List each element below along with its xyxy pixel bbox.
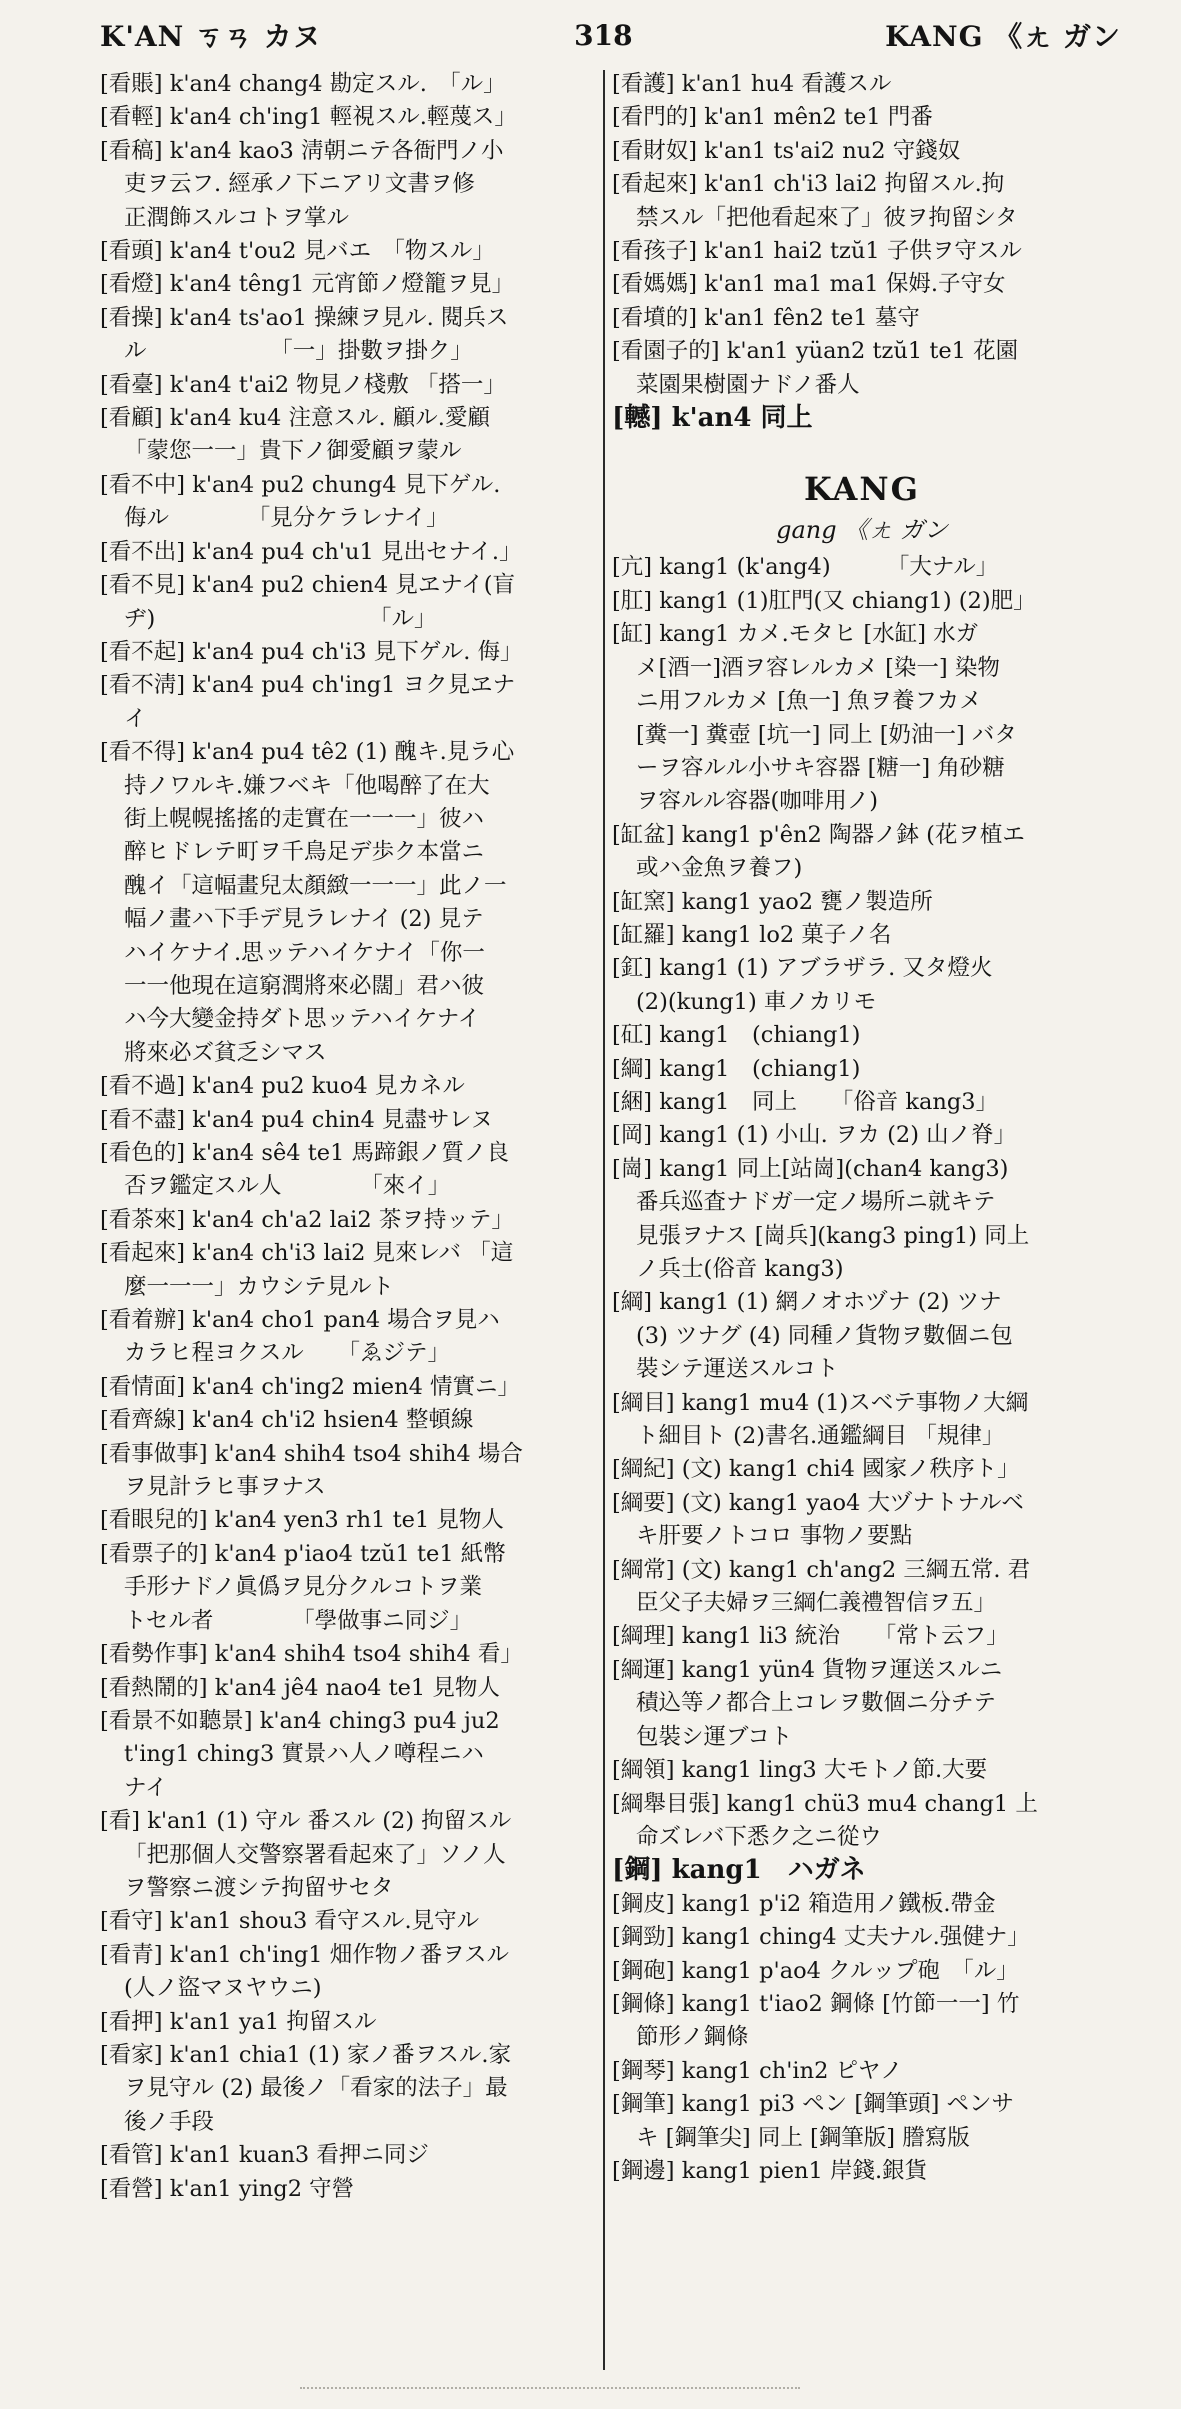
dictionary-entry-continuation: 街上幌幌搖搖的走實在一一一」彼ハ [124, 805, 485, 832]
page-number: 318 [574, 18, 633, 52]
dictionary-entry-line: [看營] k'an1 ying2 守營 [100, 2175, 355, 2202]
dictionary-entry-line: [綱領] kang1 ling3 大モトノ節.大要 [612, 1757, 988, 1784]
dictionary-entry-continuation: トセル者 「學做事ニ同ジ」 [124, 1607, 473, 1634]
dictionary-entry-line: [鋼琴] kang1 ch'in2 ピヤノ [612, 2057, 903, 2084]
dictionary-entry-continuation: ハ今大變金持ダト思ッテハイケナイ [124, 1006, 481, 1033]
left-column [100, 68, 598, 2369]
dictionary-entry-continuation: 番兵巡査ナドガ一定ノ場所ニ就キテ [636, 1189, 996, 1216]
dictionary-entry-continuation: 醉ヒドレテ町ヲ千鳥足デ歩ク本當ニ [124, 839, 485, 866]
dictionary-entry-continuation: ヲ見計ラヒ事ヲナス [124, 1474, 326, 1501]
column-divider [603, 70, 605, 2370]
dictionary-entry-line: [綱運] kang1 yün4 貨物ヲ運送スルニ [612, 1656, 1003, 1683]
dictionary-entry-line: [缸盆] kang1 p'ên2 陶器ノ鉢 (花ヲ植エ [612, 821, 1025, 848]
dictionary-entry-line: [看眼兒的] k'an4 yen3 rh1 te1 見物人 [100, 1507, 504, 1534]
dictionary-entry-line: [看不出] k'an4 pu4 ch'u1 見出セナイ.」 [100, 538, 522, 565]
dictionary-entry-line: [鋼邊] kang1 pien1 岸錢.銀貨 [612, 2157, 928, 2184]
dictionary-entry-continuation: (2)(kung1) 車ノカリモ [636, 988, 877, 1015]
right-column [612, 68, 1112, 2369]
dictionary-entry-line: [看起來] k'an1 ch'i3 lai2 拘留スル.拘 [612, 171, 1005, 198]
dictionary-entry-continuation: ヲ見守ル (2) 最後ノ「看家的法子」最 [124, 2075, 508, 2102]
dictionary-entry-continuation: 菜園果樹園ナドノ番人 [636, 371, 860, 398]
dictionary-entry-continuation: 手形ナドノ眞僞ヲ見分クルコトヲ業 [124, 1574, 482, 1601]
section-title: KANG [804, 470, 920, 509]
dictionary-entry-continuation: 或ハ金魚ヲ養フ) [636, 855, 803, 882]
dictionary-entry-line: [看不淸] k'an4 pu4 ch'ing1 ヨク見ヱナ [100, 672, 516, 699]
dictionary-entry-continuation: 吏ヲ云フ. 經承ノ下ニアリ文書ヲ修 [124, 171, 475, 198]
dictionary-entry-line: [看不見] k'an4 pu2 chien4 見ヱナイ(盲 [100, 572, 516, 599]
dictionary-entry-continuation: ル 「一」掛數ヲ掛ク」 [124, 338, 473, 365]
dictionary-entry-line: [看不起] k'an4 pu4 ch'i3 見下ゲル. 侮」 [100, 638, 523, 665]
dictionary-entry-line: [看票子的] k'an4 p'iao4 tzŭ1 te1 紙幣 [100, 1540, 506, 1567]
right-column-bottom-entries [612, 551, 1112, 2188]
dictionary-entry-line: [看家] k'an1 chia1 (1) 家ノ番ヲスル.家 [100, 2041, 512, 2068]
dictionary-entry-line: [看色的] k'an4 sê4 te1 馬蹄銀ノ質ノ良 [100, 1140, 510, 1166]
dictionary-entry-continuation: 裝シテ運送スルコト [636, 1356, 839, 1383]
header-right-keyword: KANG 《ㄤ ガン [885, 20, 1121, 53]
dictionary-entry-continuation: 禁スル「把他看起來了」彼ヲ拘留シタ [636, 204, 1018, 231]
dictionary-entry-continuation: 麼一一一」カウシテ見ルト [124, 1273, 395, 1300]
dictionary-entry-continuation: 將來必ズ貧乏シマス [124, 1039, 327, 1066]
dictionary-entry-continuation: (3) ツナグ (4) 同種ノ貨物ヲ數個ニ包 [636, 1322, 1013, 1349]
dictionary-entry-line: [岡] kang1 (1) 小山. ヲカ (2) 山ノ脊」 [612, 1122, 1017, 1149]
page-header [100, 10, 1121, 60]
dictionary-entry-line: [看頭] k'an4 t'ou2 見バエ 「物スル」 [100, 238, 495, 265]
dictionary-entry-line: [看勢作事] k'an4 shih4 tso4 shih4 看」 [100, 1641, 523, 1668]
dictionary-entry-continuation: ニ用フルカメ [魚一] 魚ヲ養フカメ [636, 688, 982, 715]
dictionary-entry-line: [看門的] k'an1 mên2 te1 門番 [612, 104, 933, 131]
dictionary-entry-continuation: 「把那個人交警察署看起來了」ソノ人 [124, 1841, 506, 1868]
dictionary-entry-continuation: 幅ノ畫ハ下手デ見ラレナイ (2) 見テ [124, 906, 484, 933]
dictionary-entry-continuation: ノ兵士(俗音 kang3) [636, 1256, 844, 1282]
dictionary-entry-line: [看輕] k'an4 ch'ing1 輕視スル.輕蔑ス」 [100, 104, 517, 131]
dictionary-entry-line: [看媽媽] k'an1 ma1 ma1 保姆.子守女 [612, 271, 1006, 298]
dictionary-entry-line: [看護] k'an1 hu4 看護スル [612, 71, 892, 97]
dictionary-entry-continuation: 侮ル 「見分ケラレナイ」 [124, 505, 449, 532]
dictionary-entry-continuation: 後ノ手段 [124, 2108, 215, 2135]
dictionary-entry-continuation: 見張ヲナス [崗兵](kang3 ping1) 同上 [636, 1222, 1030, 1249]
dictionary-entry-line: [鋼] kang1 ハガネ [612, 1855, 866, 1886]
dictionary-entry-line: [看情面] k'an4 ch'ing2 mien4 情實ニ」 [100, 1373, 521, 1400]
scan-artifact [300, 2387, 800, 2391]
dictionary-entry-continuation: ナイ [124, 1774, 168, 1801]
dictionary-entry-line: [看青] k'an1 ch'ing1 畑作物ノ番ヲスル [100, 1941, 510, 1968]
dictionary-entry-continuation: 包裝シ運ブコト [636, 1723, 793, 1750]
dictionary-entry-continuation: 「蒙您一一」貴下ノ御愛顧ヲ蒙ル [124, 438, 462, 465]
dictionary-entry-continuation: 積込等ノ都合上コレヲ數個ニ分チテ [636, 1690, 997, 1717]
dictionary-entry-continuation: 臣父子夫婦ヲ三綱仁義禮智信ヲ五」 [636, 1590, 997, 1617]
dictionary-entry-continuation: 正潤飾スルコトヲ掌ル [124, 204, 350, 231]
dictionary-entry-continuation: 命ズレバ下悉ク之ニ從ウ [636, 1823, 882, 1850]
dictionary-entry-line: [鋼條] kang1 t'iao2 鋼條 [竹節一一] 竹 [612, 1990, 1020, 2017]
dictionary-entry-continuation: ヲ容ルル容器(咖啡用ノ) [636, 788, 878, 815]
dictionary-entry-line: [看不得] k'an4 pu4 tê2 (1) 醜キ.見ラ心 [100, 739, 515, 766]
dictionary-entry-line: [看] k'an1 (1) 守ル 番スル (2) 拘留スル [100, 1808, 512, 1835]
dictionary-entry-line: [鋼筆] kang1 pi3 ペン [鋼筆頭] ペンサ [612, 2091, 1015, 2118]
dictionary-entry-line: [肛] kang1 (1)肛門(又 chiang1) (2)肥」 [612, 587, 1036, 614]
dictionary-entry-continuation: イ [124, 705, 147, 732]
dictionary-entry-continuation: ヲ警察ニ渡シテ拘留サセタ [124, 1874, 394, 1901]
dictionary-entry-continuation: t'ing1 ching3 實景ハ人ノ噂程ニハ [124, 1741, 484, 1768]
dictionary-entry-line: [釭] kang1 (1) アブラザラ. 又タ燈火 [612, 955, 993, 982]
dictionary-entry-continuation: 一一他現在這窮潤將來必闊」君ハ彼 [124, 972, 485, 999]
dictionary-entry-line: [看臺] k'an4 t'ai2 物見ノ棧敷 「搭一」 [100, 371, 506, 398]
dictionary-entry-line: [看顧] k'an4 ku4 注意スル. 顧ル.愛顧 [100, 405, 490, 432]
dictionary-entry-line: [看押] k'an1 ya1 拘留スル [100, 2008, 377, 2035]
dictionary-entry-continuation: ヂ) 「ル」 [124, 605, 437, 632]
dictionary-entry-continuation: カラヒ程ヨクスル 「ゑジテ」 [124, 1340, 451, 1367]
dictionary-entry-line: [綱舉目張] kang1 chü3 mu4 chang1 上 [612, 1790, 1038, 1817]
dictionary-entry-line: [綑] kang1 同上 「俗音 kang3」 [612, 1088, 999, 1115]
dictionary-entry-line: [看稿] k'an4 kao3 淸朝ニテ各衙門ノ小 [100, 137, 504, 164]
dictionary-entry-line: [看不過] k'an4 pu2 kuo4 見カネル [100, 1073, 465, 1100]
dictionary-entry-line: [崗] kang1 同上[站崗](chan4 kang3) [612, 1155, 1009, 1182]
dictionary-entry-continuation: 持ノワルキ.嫌フベキ「他喝醉了在大 [124, 772, 490, 799]
dictionary-entry-continuation: キ [鋼筆尖] 同上 [鋼筆版] 謄寫版 [636, 2124, 970, 2151]
dictionary-entry-continuation: [糞一] 糞壺 [坑一] 同上 [奶油一] バタ [636, 721, 1017, 748]
dictionary-entry-line: [綱要] (文) kang1 yao4 大ヅナトナルベ [612, 1489, 1024, 1516]
dictionary-entry-line: [綱] kang1 (chiang1) [612, 1055, 861, 1082]
dictionary-entry-line: [缸] kang1 カメ.モタヒ [水缸] 水ガ [612, 621, 979, 648]
dictionary-entry-continuation: 節形ノ鋼條 [636, 2024, 749, 2051]
dictionary-entry-line: [矼] kang1 (chiang1) [612, 1022, 861, 1049]
dictionary-entry-line: [看茶來] k'an4 ch'a2 lai2 茶ヲ持ッテ」 [100, 1206, 514, 1233]
header-left-keyword: K'AN ㄎㄢ カヌ [100, 20, 322, 53]
dictionary-entry-line: [看孩子] k'an1 hai2 tzŭ1 子供ヲ守スル [612, 238, 1022, 265]
dictionary-entry-continuation: ーヲ容ルル小サキ容器 [糖一] 角砂糖 [636, 754, 1005, 781]
dictionary-entry-line: [鋼皮] kang1 p'i2 箱造用ノ鐵板.帶金 [612, 1890, 996, 1917]
dictionary-entry-line: [綱] kang1 (1) 網ノオホヅナ (2) ツナ [612, 1289, 1002, 1316]
dictionary-entry-line: [看不盡] k'an4 pu4 chin4 見盡サレヌ [100, 1106, 494, 1133]
dictionary-entry-line: [鋼砲] kang1 p'ao4 クルップ砲 「ル」 [612, 1957, 1019, 1984]
dictionary-entry-continuation: キ肝要ノトコロ 事物ノ要點 [636, 1523, 913, 1550]
dictionary-entry-continuation: 否ヲ鑑定スル人 「來イ」 [124, 1173, 451, 1200]
dictionary-entry-line: [缸羅] kang1 lo2 菓子ノ名 [612, 921, 892, 948]
dictionary-entry-continuation: ハイケナイ.思ッテハイケナイ「你一 [124, 939, 485, 966]
dictionary-entry-line: [看財奴] k'an1 ts'ai2 nu2 守錢奴 [612, 137, 961, 164]
dictionary-entry-line: [綱目] kang1 mu4 (1)スベテ事物ノ大綱 [612, 1389, 1029, 1416]
dictionary-entry-line: [看起來] k'an4 ch'i3 lai2 見來レバ 「這 [100, 1240, 514, 1267]
dictionary-entry-line: [看景不如聽景] k'an4 ching3 pu4 ju2 [100, 1707, 500, 1734]
dictionary-entry-line: [看操] k'an4 ts'ao1 操練ヲ見ル. 閱兵ス [100, 304, 509, 331]
dictionary-entry-line: [轗] k'an4 同上 [612, 403, 813, 434]
dictionary-entry-line: [看事做事] k'an4 shih4 tso4 shih4 場合 [100, 1440, 523, 1467]
dictionary-entry-continuation: ト細目ト (2)書名.通鑑綱目 「規律」 [636, 1423, 1005, 1450]
dictionary-entry-line: [看賬] k'an4 chang4 勘定スル. 「ル」 [100, 71, 506, 97]
dictionary-entry-line: [綱常] (文) kang1 ch'ang2 三綱五常. 君 [612, 1556, 1031, 1583]
right-column-top-entries [612, 68, 1112, 435]
dictionary-entry-line: [看着辦] k'an4 cho1 pan4 場合ヲ見ハ [100, 1307, 500, 1334]
dictionary-entry-line: [綱紀] (文) kang1 chi4 國家ノ秩序ト」 [612, 1456, 1020, 1483]
dictionary-entry-line: [看墳的] k'an1 fên2 te1 墓守 [612, 304, 920, 331]
dictionary-entry-line: [看守] k'an1 shou3 看守スル.見守ル [100, 1908, 480, 1935]
dictionary-entry-line: [綱理] kang1 li3 統治 「常ト云フ」 [612, 1623, 1009, 1650]
dictionary-entry-line: [看齊線] k'an4 ch'i2 hsien4 整頓線 [100, 1407, 474, 1434]
dictionary-entry-line: [看園子的] k'an1 yüan2 tzŭ1 te1 花園 [612, 338, 1019, 365]
dictionary-entry-continuation: 醜イ「這幅畫兒太顏緻一一一」此ノ一 [124, 872, 507, 899]
section-subtitle: gang 《ㄤ ガン [776, 516, 948, 545]
dictionary-entry-line: [亢] kang1 (k'ang4) 「大ナル」 [612, 554, 999, 581]
dictionary-entry-line: [看不中] k'an4 pu2 chung4 見下ゲル. [100, 471, 501, 498]
dictionary-entry-line: [看熱鬧的] k'an4 jê4 nao4 te1 見物人 [100, 1674, 500, 1701]
dictionary-entry-continuation: メ[酒一]酒ヲ容レルカメ [染一] 染物 [636, 654, 1000, 681]
dictionary-entry-continuation: (人ノ盜マヌヤウニ) [124, 1975, 322, 2002]
dictionary-entry-line: [鋼勁] kang1 ching4 丈夫ナル.强健ナ」 [612, 1924, 1030, 1951]
dictionary-entry-line: [看燈] k'an4 têng1 元宵節ノ燈籠ヲ見」 [100, 271, 515, 298]
dictionary-entry-line: [看管] k'an1 kuan3 看押ニ同ジ [100, 2142, 429, 2169]
dictionary-entry-line: [缸窯] kang1 yao2 甕ノ製造所 [612, 888, 933, 915]
